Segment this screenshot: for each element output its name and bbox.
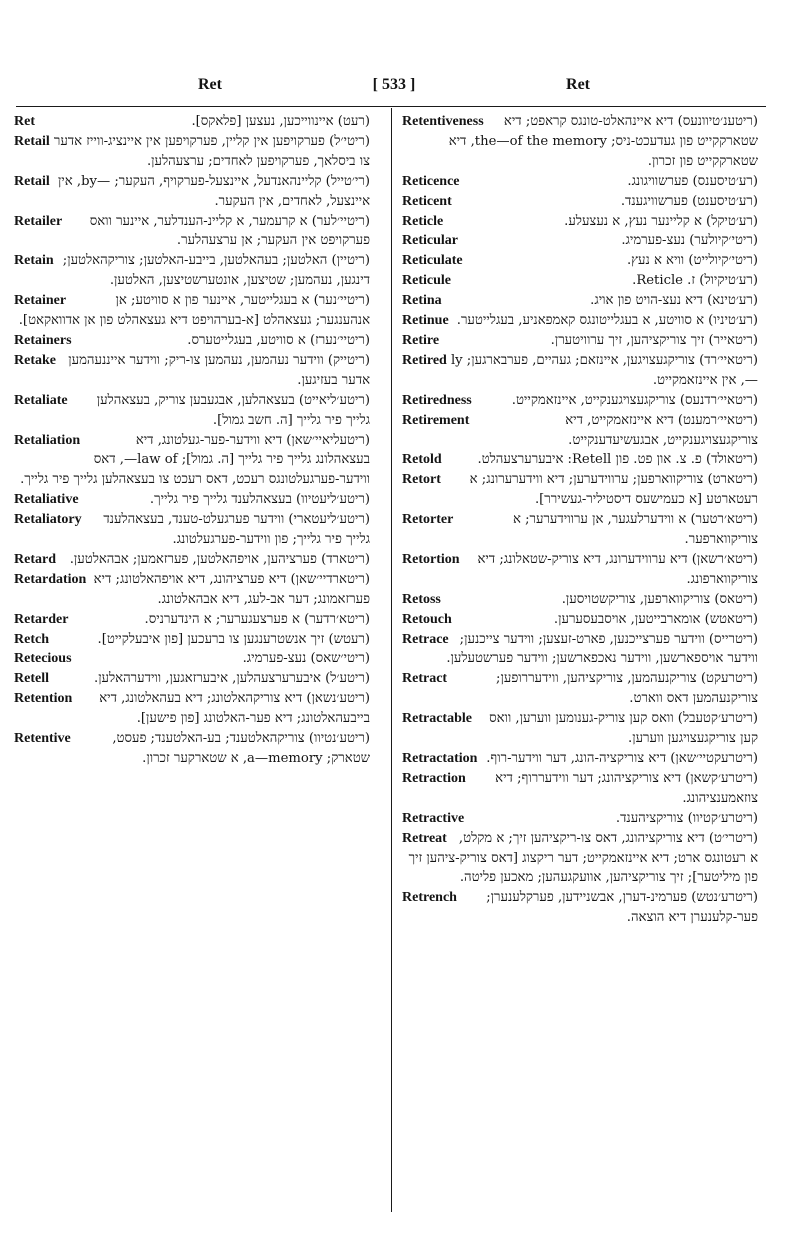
entry-definition: (ריטאייר) זיך צוריקציהען, זיך ערוויטערן. — [550, 332, 758, 348]
dictionary-entry — [402, 192, 758, 212]
entry-headword: Retractation — [402, 751, 478, 766]
dictionary-entry — [402, 590, 758, 610]
entry-headword: Retaliative — [14, 492, 79, 508]
entry-headword: Retreat — [402, 830, 447, 846]
dictionary-entry — [402, 470, 758, 510]
dictionary-entry — [402, 809, 758, 829]
entry-headword: Retentiveness — [402, 114, 484, 129]
header-right-guideword: Ret — [566, 76, 590, 93]
entry-definition: (ריטי׳שאס) נעצ-פערמיג. — [242, 651, 370, 667]
entry-definition: (ריטיין) האלטען; בעהאלטען, בייבע-האלטען; צוריקהאלטען; דינגען, נעהמען; שטיצען, אונטערשטיצען, האלטען. — [62, 253, 370, 289]
entry-headword: Reticle — [402, 213, 444, 229]
dictionary-entry — [402, 669, 758, 709]
dictionary-entry — [14, 510, 370, 550]
entry-definition: (ריטאיי׳רד) צוריקגעצויגען, איינזאם; געהיים, פערבארגען; ly—, אין איינזאמקייט. — [450, 352, 758, 388]
entry-headword: Retail — [14, 173, 50, 189]
entry-definition: (רע׳טיקיול) ז. Reticle. — [632, 273, 758, 289]
entry-headword: Retch — [14, 631, 49, 647]
entry-headword: Retentive — [14, 731, 71, 747]
entry-headword: Retail — [14, 133, 50, 149]
entry-headword: Retouch — [402, 611, 452, 627]
dictionary-entry — [14, 251, 370, 291]
entry-headword: Retention — [14, 691, 73, 707]
dictionary-entry — [14, 351, 370, 391]
dictionary-entry — [402, 829, 758, 889]
dictionary-entry — [402, 411, 758, 451]
entry-definition: (רע׳טיניו) א סוויטע, א בעגלייטונגס קאמפאניע, בעגלייטער. — [456, 313, 758, 329]
entry-definition: (רעטש) זיך אנשטרענגען צו ברעכען [פון איבעלקייט]. — [97, 631, 370, 647]
entry-headword: Retake — [14, 352, 56, 368]
entry-definition: (רע׳טינא) דיא נעצ-הויט פון אויג. — [590, 293, 758, 309]
entry-headword: Retort — [402, 472, 441, 488]
header-rule — [16, 106, 766, 107]
dictionary-entry — [402, 271, 758, 291]
page-header — [198, 68, 590, 102]
entry-definition: (ריטענ׳טיוונעס) דיא איינהאלט-טונגס קראפט; דיא שטארקקייט פון געדעכט-ניס; the—of the memory, דיא שטארקקייט פון זכרון. — [448, 114, 758, 169]
entry-definition: (רע׳טיסענט) פערשוויגענד. — [620, 193, 758, 209]
entry-definition: (ריטרייס) ווידער פערצייכנען, פארט-זעצען; ווידער צייכנען; ווידער אויספארשען, ווידער נאכפארשען; ווידער פערשטעלען. — [446, 631, 758, 667]
entry-definition: (ריטרע׳קטעבל) וואס קען צוריק-גענומען ווערען, וואס קען צוריקגעצויגען ווערען. — [489, 711, 758, 747]
entry-headword: Retardation — [14, 571, 87, 587]
entry-headword: Retrench — [402, 890, 457, 906]
entry-definition: (ריטא׳רטער) א ווידערלעגער, אן ערווידערער; א צוריקווארפער. — [512, 512, 758, 548]
entry-headword: Retell — [14, 671, 49, 687]
entry-headword: Retortion — [402, 551, 460, 567]
entry-headword: Reticent — [402, 193, 452, 209]
dictionary-entry — [14, 391, 370, 431]
dictionary-entry — [402, 112, 758, 172]
entry-headword: Reticule — [402, 273, 451, 289]
entry-definition: (ריטרעקט) צוריקנעהמען, צוריקציהען, ווידעררופען; צוריקנעהמען דאס ווארט. — [496, 671, 758, 707]
dictionary-entry — [14, 212, 370, 252]
dictionary-entry — [14, 570, 370, 610]
dictionary-entry — [14, 689, 370, 729]
entry-definition: (ריטאס) צוריקווארפען, צוריקשטויסען. — [561, 591, 758, 607]
dictionary-entry — [402, 311, 758, 331]
dictionary-entry — [14, 172, 370, 212]
dictionary-entry — [402, 331, 758, 351]
dictionary-entry — [14, 729, 370, 769]
entry-headword: Retina — [402, 293, 442, 309]
entry-headword: Retaliatory — [14, 512, 82, 528]
column-divider — [391, 108, 392, 1212]
entry-definition: (ריטעליאיי׳שאן) דיא ווידער-פער-געלטונג, דיא בעצאהלונג גלייך פיר גלייך [ה. גמול]; law of—, דאס ווידער-פערגעלטונגס רעכט, דאס רעכט צו בעצאהלען גלייך פיר גלייך. — [20, 432, 370, 488]
entry-headword: Ret — [14, 114, 35, 129]
entry-definition: (ריטע׳ליאייט) בעצאהלען, אבגעבען צוריק, בעצאהלען גלייך פיר גלייך [ה. חשב גמול]. — [96, 392, 370, 428]
dictionary-entry — [402, 172, 758, 192]
entry-definition: (ריטייק) ווידער נעהמען, נעהמען צו-ריק; ווידער אייננעהמען אדער בעזיגען. — [68, 352, 370, 388]
entry-definition: (ריטאולד) פ. צ. און פט. פון Retell: איבערערצעהלט. — [477, 452, 758, 468]
entry-definition: (ריטיי׳נער) א בעגלייטער, איינער פון א סוויטע; אן אנהענגער; געצאהלט [א-בערהויפט דיא געצאהלט פון אן אדוואקאט]. — [18, 293, 370, 329]
entry-definition: (ריטיי׳לער) א קרעמער, א קליינ-הענדלער, איינער וואס פערקויפט אין העקער; אן ערצעהלער. — [89, 213, 370, 249]
entry-definition: (ריטארדיי׳שאן) דיא פערציהונג, דיא אויפהאלטונג; דיא פערזאמונג; דער אב-לעג, דיא אבהאלטונג. — [93, 571, 370, 607]
dictionary-entry — [14, 669, 370, 689]
entry-definition: (ריטאטש) אומארבייטען, אויסבעסערען. — [553, 611, 758, 627]
entry-definition: (ריטי׳קיולער) נעצ-פערמיג. — [621, 233, 758, 249]
dictionary-entry — [14, 630, 370, 650]
dictionary-entry — [402, 769, 758, 809]
entry-definition: (ריטרע׳קטיוו) צוריקציהענד. — [615, 810, 758, 826]
entry-definition: (ריטרעקטיי׳שאן) דיא צוריקציה-הונג, דער ווידער-רוף. — [486, 751, 758, 766]
dictionary-entry — [14, 431, 370, 491]
entry-headword: Retard — [14, 551, 56, 567]
dictionary-entry — [14, 610, 370, 630]
entry-definition: (רעט) איינווייכען, נעצען [פלאקס]. — [191, 114, 370, 129]
entry-headword: Retrace — [402, 631, 449, 647]
entry-headword: Retired — [402, 352, 447, 368]
dictionary-entry — [14, 132, 370, 172]
entry-headword: Retecious — [14, 651, 72, 667]
entry-definition: (ריטאיי׳רמענט) דיא איינזאמקייט, דיא צוריקגעצויגענקייט, אבגעשיעדענקייט. — [565, 412, 758, 448]
entry-headword: Retain — [14, 253, 54, 269]
entry-headword: Retinue — [402, 313, 449, 329]
entry-definition: (ריטרי׳ט) דיא צוריקציהונג, דאס צו-ריקציהען זיך; א מקלט, א רעטונגס ארט; דיא איינזאמקייט; דער ריקצוג [דאס צוריק-ציהען זיך פון מיליטער]; זיך צוריקציהען, אוועקגעהען; מאכען פליטה. — [408, 830, 758, 886]
entry-headword: Retarder — [14, 611, 69, 627]
entry-definition: (רע׳טיסענס) פערשוויגונג. — [627, 173, 758, 189]
entry-definition: (ריטאיי׳רדנעס) צוריקגעצויגענקייט, איינזאמקייט. — [511, 392, 758, 408]
entry-definition: (רי׳טייל) קליינהאנדעל, איינצעל-פערקויף, העקער; —by, אין איינצעל, לאחדים, אין העקער. — [57, 173, 370, 209]
entry-definition: (ריטי׳ל) פערקויפען אין קליין, פערקויפען אין איינציג-ווייז אדער צו ביסלאך, פערקויפען לאחדים; ערצעהלען. — [53, 133, 370, 169]
dictionary-entry — [402, 510, 758, 550]
entry-headword: Retainer — [14, 293, 67, 309]
entry-definition: (ריטע׳נשאן) דיא צוריקהאלטונג; דיא בעהאלטונג, דיא בייבעהאלטונג; דיא פער-האלטונג [פון פישען]. — [99, 691, 370, 727]
dictionary-entry — [402, 610, 758, 630]
right-column — [402, 112, 758, 1210]
entry-headword: Retaliate — [14, 392, 68, 408]
entry-definition: (ריטא׳רדער) א פערצעגערער; א הינדערניס. — [144, 611, 370, 627]
entry-headword: Reticular — [402, 233, 458, 249]
entry-definition: (רע׳טיקל) א קליינער נעץ, א נעצעלע. — [564, 213, 758, 229]
dictionary-entry — [402, 291, 758, 311]
dictionary-entry — [14, 490, 370, 510]
entry-headword: Retractable — [402, 711, 472, 727]
dictionary-entry — [402, 231, 758, 251]
entry-definition: (ריטע׳ל) איבערערצעהלען, איבערזאגען, ווידערהאלען. — [94, 671, 370, 687]
dictionary-entry — [14, 649, 370, 669]
entry-definition: (ריטארד) פערציהען, אויפהאלטען, פערזאמען; אבהאלטען. — [69, 551, 370, 567]
entry-headword: Retirement — [402, 412, 470, 428]
entry-headword: Reticulate — [402, 253, 463, 269]
dictionary-entry — [402, 351, 758, 391]
left-column — [14, 112, 370, 1210]
entry-headword: Retiredness — [402, 392, 472, 408]
entry-definition: (ריטרע׳נטש) פערמינ-דערן, אבשניידען, פערקלענערן; פער-קלענערן דיא הוצאה. — [486, 890, 758, 926]
dictionary-entry — [402, 391, 758, 411]
entry-headword: Reticence — [402, 173, 460, 189]
entry-definition: (ריטא׳רשאן) דיא ערווידערונג, דיא צוריק-שטאלונג; דיא צוריקווארפונג. — [477, 551, 758, 587]
entry-definition: (ריטע׳ליעטארי) ווידער פערגעלט-טענד, בעצאהלענד גלייך פיר גלייך; פון ווידער-פערגעלטונג. — [103, 512, 370, 548]
entry-headword: Retractive — [402, 810, 465, 826]
entry-headword: Retold — [402, 452, 442, 468]
dictionary-entry — [14, 331, 370, 351]
entry-headword: Retire — [402, 332, 440, 348]
header-left-guideword: Ret — [198, 76, 222, 93]
entry-headword: Retract — [402, 671, 448, 687]
entry-headword: Retraction — [402, 770, 466, 786]
dictionary-entry — [402, 450, 758, 470]
dictionary-entry — [402, 888, 758, 928]
entry-definition: (ריטרע׳קשאן) דיא צוריקציהונג; דער ווידעררוף; דיא צוזאמענציהונג. — [495, 770, 758, 806]
dictionary-entry — [14, 550, 370, 570]
dictionary-entry — [14, 291, 370, 331]
dictionary-entry — [402, 550, 758, 590]
entry-headword: Retainers — [14, 332, 72, 348]
entry-headword: Retaliation — [14, 432, 81, 448]
dictionary-entry — [402, 630, 758, 670]
entry-definition: (ריטע׳נטיוו) צוריקהאלטענד; בע-האלטענד; פעסט, שטארק; a—memory, א שטארקער זכרון. — [112, 731, 370, 766]
dictionary-entry — [402, 212, 758, 232]
entry-headword: Retailer — [14, 213, 63, 229]
page-number: [ 533 ] — [372, 76, 416, 93]
dictionary-entry — [402, 251, 758, 271]
entry-definition: (ריטיי׳נערז) א סוויטע, בעגלייטערס. — [187, 332, 370, 348]
entry-definition: (ריטע׳ליעטיוו) בעצאהלענד גלייך פיר גלייך. — [149, 492, 370, 508]
entry-headword: Retorter — [402, 512, 454, 528]
entry-headword: Retoss — [402, 591, 441, 607]
dictionary-entry — [402, 709, 758, 749]
dictionary-entry — [402, 749, 758, 769]
entry-definition: (ריטי׳קיולייט) וויא א נעץ. — [626, 253, 758, 269]
dictionary-entry — [14, 112, 370, 132]
entry-definition: (ריטארט) צוריקווארפען; ערווידערען; דיא ווידערערונג; א רעטארטע [א כעמישעס דיסטיליר-געשירר]. — [469, 472, 758, 508]
